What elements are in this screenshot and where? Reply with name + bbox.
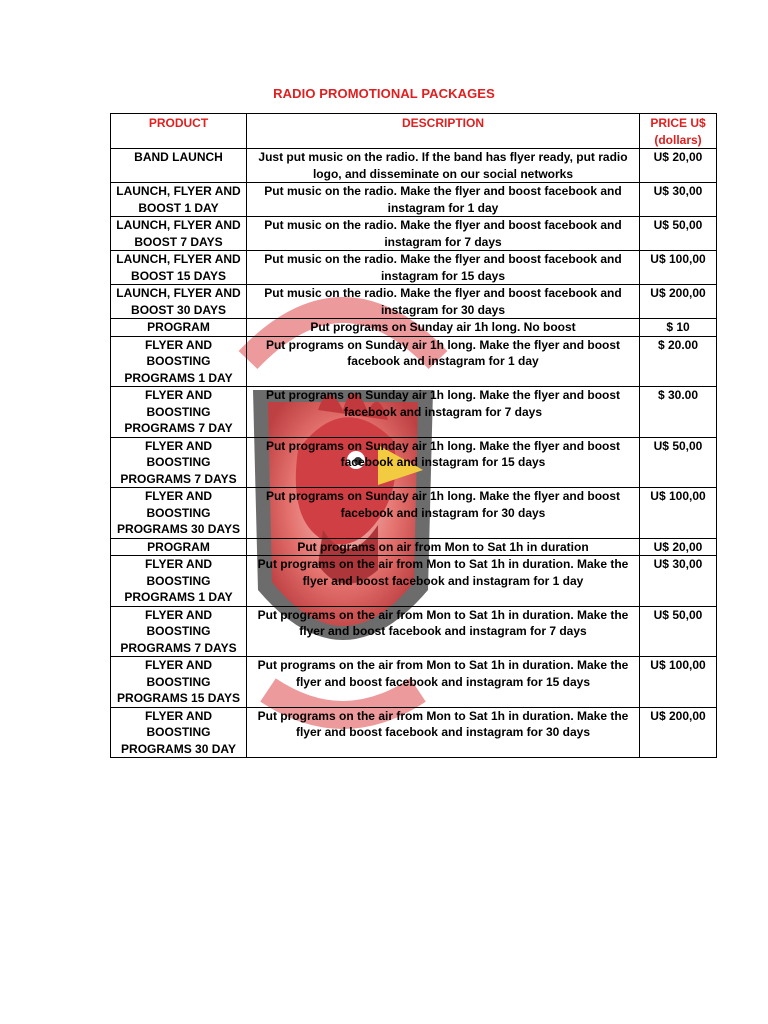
description-cell: Put programs on Sunday air 1h long. No boost <box>247 319 640 337</box>
table-row <box>111 183 717 217</box>
table-row <box>111 319 717 337</box>
product-cell: FLYER AND BOOSTING PROGRAMS 30 DAYS <box>111 488 247 539</box>
table-row <box>111 149 717 183</box>
product-cell: LAUNCH, FLYER AND BOOST 7 DAYS <box>111 217 247 251</box>
description-cell: Put music on the radio. Make the flyer and boost facebook and instagram for 1 day <box>247 183 640 217</box>
product-cell: BAND LAUNCH <box>111 149 247 183</box>
description-cell: Put music on the radio. Make the flyer and boost facebook and instagram for 30 days <box>247 285 640 319</box>
description-cell: Put programs on the air from Mon to Sat 1h in duration. Make the flyer and boost facebook and instagram for 30 days <box>247 707 640 758</box>
table-row <box>111 285 717 319</box>
product-cell: FLYER AND BOOSTING PROGRAMS 7 DAY <box>111 387 247 438</box>
price-cell: $ 20.00 <box>640 336 717 387</box>
price-cell: U$ 100,00 <box>640 251 717 285</box>
price-cell: U$ 50,00 <box>640 606 717 657</box>
table-row <box>111 336 717 387</box>
table-row <box>111 251 717 285</box>
product-cell: FLYER AND BOOSTING PROGRAMS 30 DAY <box>111 707 247 758</box>
description-cell: Put programs on the air from Mon to Sat 1h in duration. Make the flyer and boost facebook and instagram for 1 day <box>247 556 640 607</box>
product-cell: LAUNCH, FLYER AND BOOST 15 DAYS <box>111 251 247 285</box>
table-row <box>111 488 717 539</box>
table-header-row <box>111 114 717 149</box>
price-cell: U$ 20,00 <box>640 538 717 556</box>
product-cell: FLYER AND BOOSTING PROGRAMS 1 DAY <box>111 556 247 607</box>
description-cell: Just put music on the radio. If the band has flyer ready, put radio logo, and disseminate on our social networks <box>247 149 640 183</box>
price-cell: U$ 100,00 <box>640 657 717 708</box>
price-cell: U$ 20,00 <box>640 149 717 183</box>
price-cell: $ 10 <box>640 319 717 337</box>
product-cell: PROGRAM <box>111 319 247 337</box>
price-cell: U$ 200,00 <box>640 285 717 319</box>
product-cell: LAUNCH, FLYER AND BOOST 30 DAYS <box>111 285 247 319</box>
product-cell: FLYER AND BOOSTING PROGRAMS 7 DAYS <box>111 606 247 657</box>
product-cell: FLYER AND BOOSTING PROGRAMS 7 DAYS <box>111 437 247 488</box>
table-row <box>111 387 717 438</box>
price-cell: U$ 200,00 <box>640 707 717 758</box>
table-row <box>111 606 717 657</box>
description-cell: Put programs on the air from Mon to Sat 1h in duration. Make the flyer and boost facebook and instagram for 7 days <box>247 606 640 657</box>
description-cell: Put programs on Sunday air 1h long. Make the flyer and boost facebook and instagram for 15 days <box>247 437 640 488</box>
description-cell: Put music on the radio. Make the flyer and boost facebook and instagram for 7 days <box>247 217 640 251</box>
header-price: PRICE U$ (dollars) <box>640 114 717 149</box>
table-row <box>111 217 717 251</box>
description-cell: Put programs on Sunday air 1h long. Make the flyer and boost facebook and instagram for 30 days <box>247 488 640 539</box>
price-cell: $ 30.00 <box>640 387 717 438</box>
packages-table <box>110 113 717 758</box>
table-row <box>111 437 717 488</box>
description-cell: Put programs on air from Mon to Sat 1h in duration <box>247 538 640 556</box>
description-cell: Put programs on Sunday air 1h long. Make the flyer and boost facebook and instagram for 7 days <box>247 387 640 438</box>
product-cell: FLYER AND BOOSTING PROGRAMS 1 DAY <box>111 336 247 387</box>
product-cell: LAUNCH, FLYER AND BOOST 1 DAY <box>111 183 247 217</box>
table-row <box>111 556 717 607</box>
table-row <box>111 707 717 758</box>
price-cell: U$ 30,00 <box>640 183 717 217</box>
product-cell: FLYER AND BOOSTING PROGRAMS 15 DAYS <box>111 657 247 708</box>
header-description: DESCRIPTION <box>247 114 640 149</box>
table-row <box>111 657 717 708</box>
description-cell: Put programs on Sunday air 1h long. Make the flyer and boost facebook and instagram for 1 day <box>247 336 640 387</box>
price-cell: U$ 50,00 <box>640 217 717 251</box>
table-row <box>111 538 717 556</box>
description-cell: Put programs on the air from Mon to Sat 1h in duration. Make the flyer and boost facebook and instagram for 15 days <box>247 657 640 708</box>
price-cell: U$ 50,00 <box>640 437 717 488</box>
header-product: PRODUCT <box>111 114 247 149</box>
price-cell: U$ 100,00 <box>640 488 717 539</box>
description-cell: Put music on the radio. Make the flyer and boost facebook and instagram for 15 days <box>247 251 640 285</box>
product-cell: PROGRAM <box>111 538 247 556</box>
page-title: RADIO PROMOTIONAL PACKAGES <box>273 86 495 101</box>
price-cell: U$ 30,00 <box>640 556 717 607</box>
